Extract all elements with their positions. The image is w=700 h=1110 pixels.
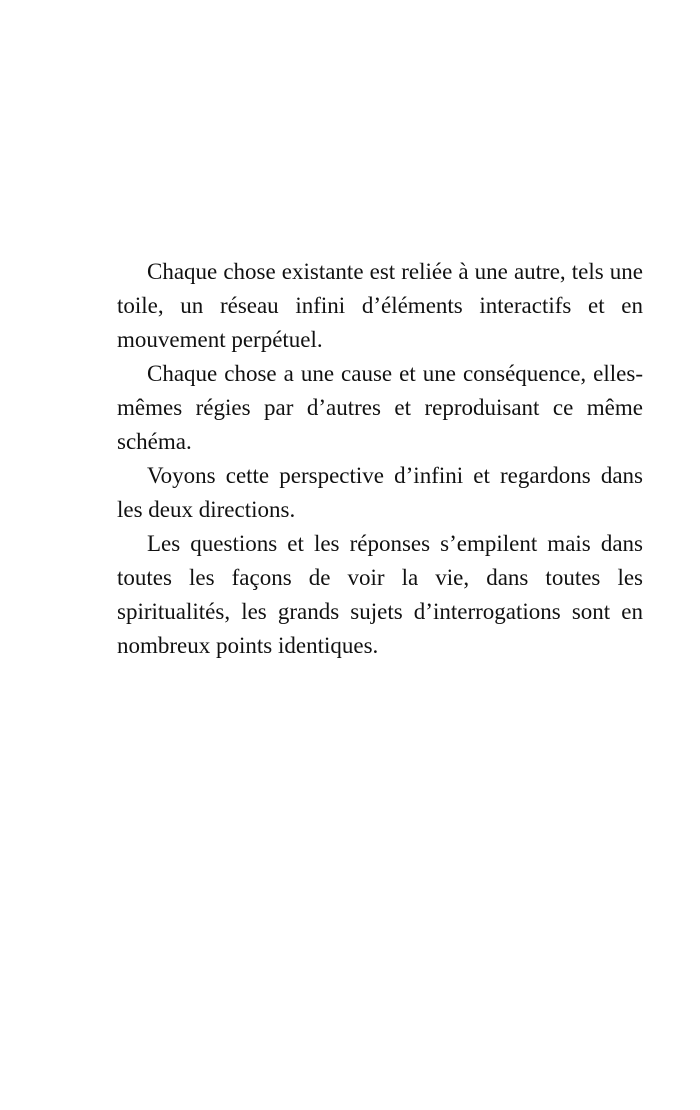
paragraph-3: Voyons cette perspective d’infini et regardons dans les deux directions. [117, 463, 643, 522]
paragraph-1: Chaque chose existante est reliée à une autre, tels une toile, un réseau infini d’éléments interactifs et en mouvement perpétuel. [117, 259, 643, 352]
paragraph-2: Chaque chose a une cause et une conséquence, elles-mêmes régies par d’autres et reproduisant ce même schéma. [117, 361, 643, 454]
body-text [117, 255, 643, 663]
paragraph-4: Les questions et les réponses s’empilent mais dans toutes les façons de voir la vie, dans toutes les spiritualités, les grands sujets d’interrogations sont en nombreux points identiques. [117, 531, 643, 658]
